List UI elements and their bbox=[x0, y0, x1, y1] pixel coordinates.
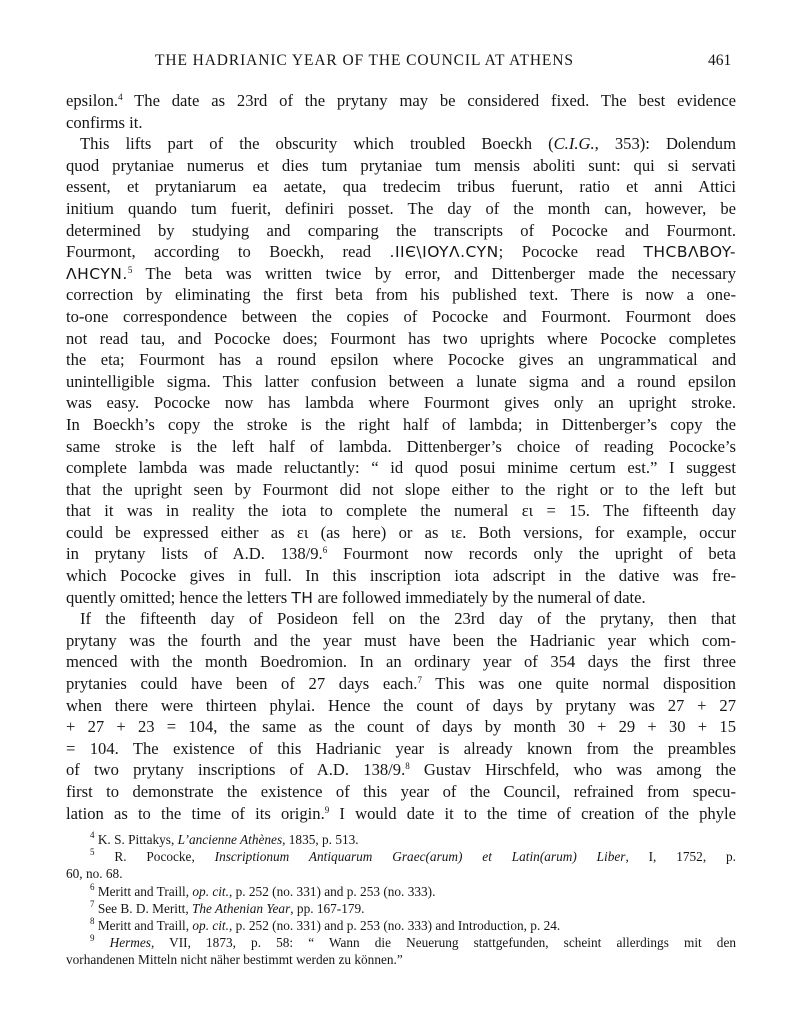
text-run: = 15. The fifteenth day bbox=[533, 501, 736, 521]
text-run: quently omitted; hence the letters bbox=[66, 587, 292, 607]
text-run: , 1835, p. 513. bbox=[282, 832, 359, 847]
text-run: ει bbox=[521, 501, 534, 521]
footnote-line bbox=[66, 865, 736, 882]
footnote-ref: 7 bbox=[417, 675, 422, 686]
body-text-line bbox=[66, 371, 736, 393]
inscription-letters: TH bbox=[291, 588, 314, 607]
text-run: which Pococke gives in full. In this inscription iota adscript in the dative was fre- bbox=[66, 566, 736, 586]
body-text-line bbox=[66, 306, 736, 328]
footnote-ref: 4 bbox=[90, 830, 95, 840]
footnote-line bbox=[66, 883, 736, 900]
text-run: Gustav Hirschfeld, who was among the bbox=[409, 760, 736, 780]
text-run: K. S. Pittakys, bbox=[94, 832, 178, 847]
body-text-line bbox=[66, 500, 736, 522]
body-text-line bbox=[66, 284, 736, 306]
text-run: the eta; Fourmont has a round epsilon where Pococke gives an ungrammatical and bbox=[66, 350, 736, 370]
body-text-line bbox=[66, 608, 736, 630]
footnote-line bbox=[66, 848, 736, 865]
body-text-line bbox=[66, 543, 736, 565]
body-text-line bbox=[66, 155, 736, 177]
text-run: that it was in reality the iota to complete the numeral bbox=[66, 501, 522, 521]
body-text-line bbox=[66, 759, 736, 781]
body-text-line bbox=[66, 803, 736, 825]
footnote-ref: 5 bbox=[90, 847, 95, 858]
text-run: first to demonstrate the existence of this year of the Council, refrained from specu- bbox=[66, 782, 736, 801]
body-text-line bbox=[66, 90, 736, 112]
body-text-line bbox=[66, 522, 736, 544]
text-run: Fourmont, according to Boeckh, read bbox=[66, 242, 390, 262]
text-run: are followed immediately by the numeral of date. bbox=[313, 587, 646, 607]
text-run: , pp. 167-179. bbox=[290, 900, 365, 916]
text-run: lation as to the time of its origin. bbox=[66, 803, 325, 823]
text-run: , p. 252 (no. 331) and p. 253 (no. 333) and Introduction, p. 24. bbox=[228, 917, 561, 933]
italic-text: C.I.G. bbox=[553, 134, 595, 154]
footnote-ref: 6 bbox=[90, 881, 95, 892]
text-run: correction by eliminating the first beta from his published text. There is now a one- bbox=[66, 285, 736, 305]
italic-text: Inscriptionum Antiquarum Graec(arum) et Latin(arum) Liber bbox=[214, 849, 626, 865]
text-run: The beta was written twice by error, and Dittenberger made the necessary bbox=[132, 263, 736, 283]
text-run: ει bbox=[296, 522, 309, 542]
text-run: The date as 23rd of the prytany may be considered fixed. The best evidence bbox=[122, 91, 736, 110]
body-text-line bbox=[66, 392, 736, 414]
body-text-line bbox=[66, 673, 736, 695]
body-text-line bbox=[66, 241, 736, 263]
text-run: R. Pococke, bbox=[94, 849, 215, 865]
footnote-line bbox=[66, 900, 736, 917]
footnote-ref: 5 bbox=[127, 264, 133, 275]
text-run: determined by studying and comparing the transcripts of Pococke and Fourmont. bbox=[66, 220, 736, 240]
text-run: , I, 1752, p. bbox=[625, 849, 736, 865]
body-text-line bbox=[66, 738, 736, 760]
body-text-line bbox=[66, 587, 736, 609]
body-text-line bbox=[66, 479, 736, 501]
text-run: See B. D. Meritt, bbox=[94, 900, 192, 916]
body-text-line bbox=[66, 112, 736, 134]
text-run: same stroke is the left half of lambda. Dittenberger’s choice of reading Pococke’s bbox=[66, 436, 736, 456]
text-run: If the fifteenth day of Posideon fell on the 23rd day of the prytany, then that bbox=[80, 609, 736, 629]
italic-text: The Athenian Year bbox=[192, 900, 291, 916]
italic-text: Hermes bbox=[109, 935, 151, 951]
footnote-line bbox=[66, 917, 736, 934]
body-text bbox=[66, 90, 736, 824]
footnote-ref: 7 bbox=[90, 898, 95, 909]
body-text-line bbox=[66, 781, 736, 803]
footnote-ref: 9 bbox=[324, 804, 330, 815]
body-text-line bbox=[66, 176, 736, 198]
text-run: This lifts part of the obscurity which troubled Boeckh ( bbox=[80, 134, 554, 154]
footnote-ref: 8 bbox=[90, 915, 95, 926]
body-text-line bbox=[66, 414, 736, 436]
body-text-line bbox=[66, 349, 736, 371]
text-run: I would date it to the time of creation of the phyle bbox=[329, 803, 736, 823]
inscription-letters: THCBΛBOY- bbox=[643, 243, 736, 262]
body-text-line bbox=[66, 716, 736, 738]
text-run: essent, et prytaniarum ea aetate, qua tredecim tribus fuerunt, ratio et anni Attici bbox=[66, 177, 736, 197]
text-run: that the upright seen by Fourmont did not slope either to the right or to the left but bbox=[66, 479, 736, 499]
footnote-line bbox=[66, 951, 736, 968]
italic-text: op. cit. bbox=[192, 917, 229, 933]
text-run: confirms it. bbox=[66, 112, 143, 132]
body-text-line bbox=[66, 263, 736, 285]
body-text-line bbox=[66, 198, 736, 220]
text-run: vorhandenen Mitteln nicht näher bestimmt werden zu können.” bbox=[66, 952, 403, 968]
text-run: not read tau, and Pococke does; Fourmont has two uprights where Pococke completes bbox=[66, 328, 736, 348]
inscription-letters: ΛHCYN. bbox=[66, 264, 128, 283]
text-run: prytany was the fourth and the year must have been the Hadrianic year which com- bbox=[66, 630, 736, 650]
text-run: . Both versions, for example, occur bbox=[462, 522, 736, 542]
text-run: 60, no. 68. bbox=[66, 866, 123, 882]
body-text-line bbox=[66, 630, 736, 652]
footnote-ref: 8 bbox=[405, 761, 410, 772]
footnote-ref: 4 bbox=[118, 92, 123, 102]
body-text-line bbox=[66, 565, 736, 587]
footnote-line bbox=[66, 831, 736, 848]
text-run: ; Pococke read bbox=[498, 242, 644, 262]
text-run: In Boeckh’s copy the stroke is the right half of lambda; in Dittenberger’s copy the bbox=[66, 414, 736, 434]
text-run: , VII, 1873, p. 58: “ Wann die Neuerung stattgefunden, scheint allerdings mit den bbox=[150, 935, 737, 951]
footnote-line bbox=[66, 934, 736, 951]
body-text-line bbox=[66, 457, 736, 479]
text-run: (as here) or as bbox=[308, 522, 451, 542]
text-run: 138/9. bbox=[349, 760, 406, 780]
text-run: when there were thirteen phylai. Hence the count of days by prytany was 27 + 27 bbox=[66, 695, 736, 715]
text-run: This was one quite normal disposition bbox=[421, 674, 736, 694]
text-run: = 104. The existence of this Hadrianic year is already known from the preambles bbox=[66, 738, 736, 758]
text-run: initium quando tum fuerit, definiri posset. The day of the month can, however, be bbox=[66, 198, 736, 218]
italic-text: L’ancienne Athènes bbox=[177, 832, 283, 847]
footnote-ref: 9 bbox=[90, 933, 95, 944]
text-run: was easy. Pococke now has lambda where Fourmont gives only an upright stroke. bbox=[66, 393, 736, 413]
inscription-letters: .IIЄ\IOYΛ.CYN bbox=[389, 243, 499, 262]
body-text-line bbox=[66, 436, 736, 458]
text-run: in prytany lists of bbox=[66, 544, 233, 564]
body-text-line bbox=[66, 220, 736, 242]
body-text-line bbox=[66, 328, 736, 350]
running-header bbox=[0, 52, 798, 76]
footnotes bbox=[66, 831, 736, 969]
text-run: , p. 252 (no. 331) and p. 253 (no. 333). bbox=[228, 883, 436, 899]
running-title: THE HADRIANIC YEAR OF THE COUNCIL AT ATHENS bbox=[155, 52, 574, 69]
body-text-line bbox=[66, 695, 736, 717]
text-run: of two prytany inscriptions of bbox=[66, 760, 317, 780]
text-run: menced with the month Boedromion. In an ordinary year of 354 days the first three bbox=[66, 652, 736, 672]
text-run: prytanies could have been of 27 days each. bbox=[66, 674, 418, 694]
text-run: Meritt and Traill, bbox=[94, 917, 193, 933]
body-text-line bbox=[66, 651, 736, 673]
text-run: A.D. bbox=[232, 544, 265, 564]
text-run: 138/9. bbox=[264, 544, 323, 564]
text-run: to-one correspondence between the copies of Pococke and Fourmont. Fourmont does bbox=[66, 306, 736, 326]
text-run: Fourmont now records only the upright of beta bbox=[327, 544, 736, 564]
text-run: complete lambda was made reluctantly: “ id quod posui minime certum est.” I suggest bbox=[66, 458, 736, 478]
text-run: ιε bbox=[450, 522, 463, 542]
text-run: + 27 + 23 = 104, the same as the count of days by month 30 + 29 + 30 + 15 bbox=[66, 717, 736, 737]
text-run: , 353): Dolendum bbox=[594, 134, 736, 154]
footnote-ref: 6 bbox=[322, 545, 328, 556]
text-run: A.D. bbox=[316, 760, 350, 780]
body-text-line bbox=[66, 133, 736, 155]
page-number: 461 bbox=[708, 52, 732, 69]
text-run bbox=[95, 935, 110, 950]
text-run: unintelligible sigma. This latter confusion between a lunate sigma and a round epsilon bbox=[66, 371, 736, 391]
text-run: quod prytaniae numerus et dies tum prytaniae tum mensis aboliti sunt: qui si servati bbox=[66, 155, 736, 175]
text-run: could be expressed either as bbox=[66, 522, 297, 542]
text-run: epsilon. bbox=[66, 91, 119, 110]
text-run: Meritt and Traill, bbox=[94, 883, 193, 899]
italic-text: op. cit. bbox=[192, 883, 229, 899]
